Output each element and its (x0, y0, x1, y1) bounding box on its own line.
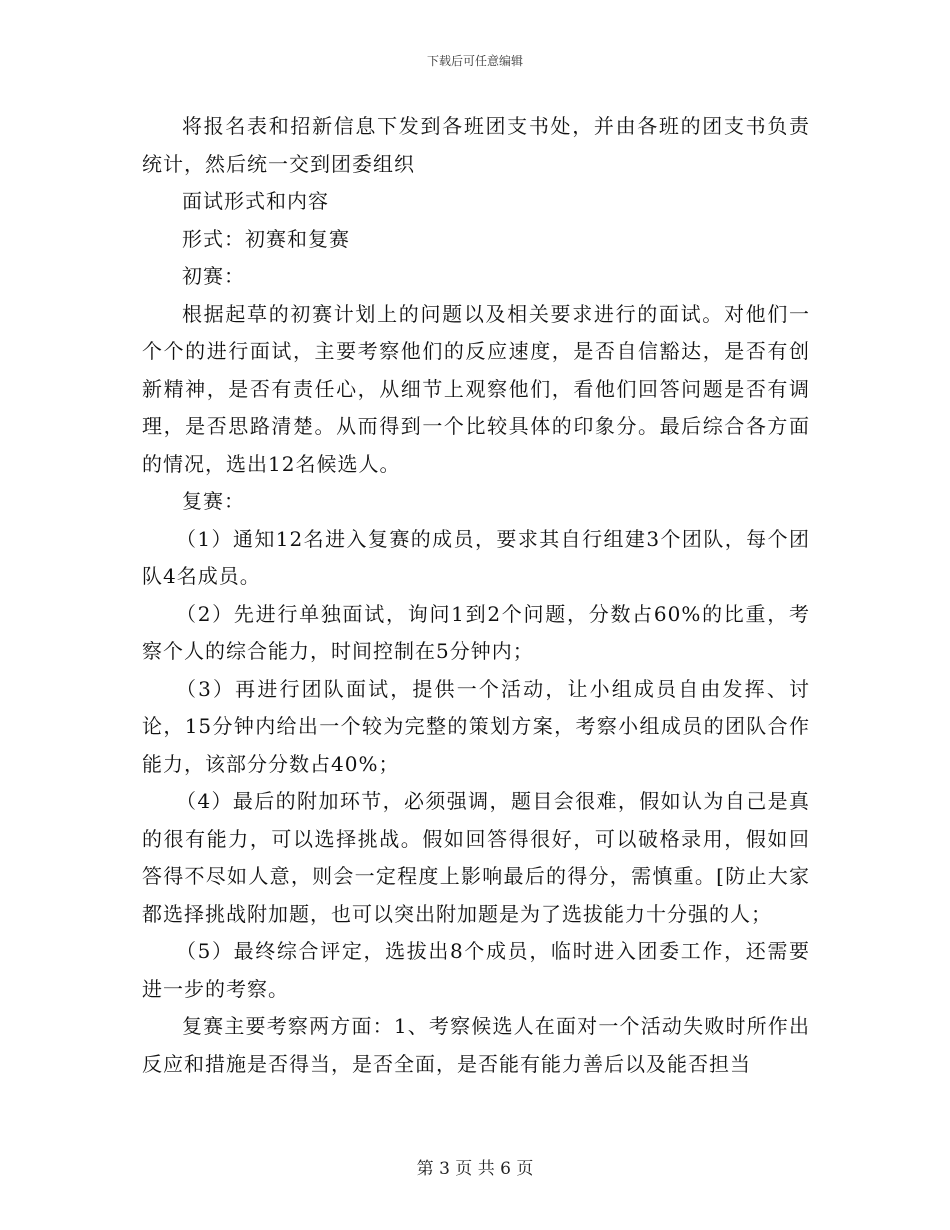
paragraph-final-focus: 复赛主要考察两方面：1、考察候选人在面对一个活动失败时所作出反应和措施是否得当，是否全面，是否能有能力善后以及能否担当 (142, 1014, 810, 1076)
document-body (142, 108, 810, 1083)
page-header: 下载后可任意编辑 (426, 54, 523, 68)
page-footer: 第 3 页 共 6 页 (416, 1159, 534, 1179)
heading-final: 复赛： (182, 489, 245, 513)
paragraph-registration: 将报名表和招新信息下发到各班团支书处，并由各班的团支书负责统计，然后统一交到团委组织 (142, 114, 810, 176)
paragraph-preliminary: 根据起草的初赛计划上的问题以及相关要求进行的面试。对他们一个个的进行面试，主要考察他们的反应速度，是否自信豁达，是否有创新精神，是否有责任心，从细节上观察他们，看他们回答问题是否有调理，是否思路清楚。从而得到一个比较具体的印象分。最后综合各方面的情况，选出12名候选人。 (142, 301, 810, 476)
list-item-1: （1）通知12名进入复赛的成员，要求其自行组建3个团队，每个团队4名成员。 (142, 526, 810, 588)
heading-interview-format: 面试形式和内容 (182, 189, 329, 213)
list-item-3: （3）再进行团队面试，提供一个活动，让小组成员自由发挥、讨论，15分钟内给出一个较为完整的策划方案，考察小组成员的团队合作能力，该部分分数占40%； (142, 676, 810, 776)
list-item-2: （2）先进行单独面试，询问1到2个问题，分数占60%的比重，考察个人的综合能力，时间控制在5分钟内； (142, 601, 810, 663)
paragraph-format: 形式：初赛和复赛 (182, 226, 350, 251)
list-item-5: （5）最终综合评定，选拔出8个成员，临时进入团委工作，还需要进一步的考察。 (142, 939, 810, 1001)
list-item-4: （4）最后的附加环节，必须强调，题目会很难，假如认为自己是真的很有能力，可以选择挑战。假如回答得很好，可以破格录用，假如回答得不尽如人意，则会一定程度上影响最后的得分，需慎重。[防止大家都选择挑战附加题，也可以突出附加题是为了选拔能力十分强的人； (142, 789, 810, 926)
heading-preliminary: 初赛： (182, 264, 245, 288)
